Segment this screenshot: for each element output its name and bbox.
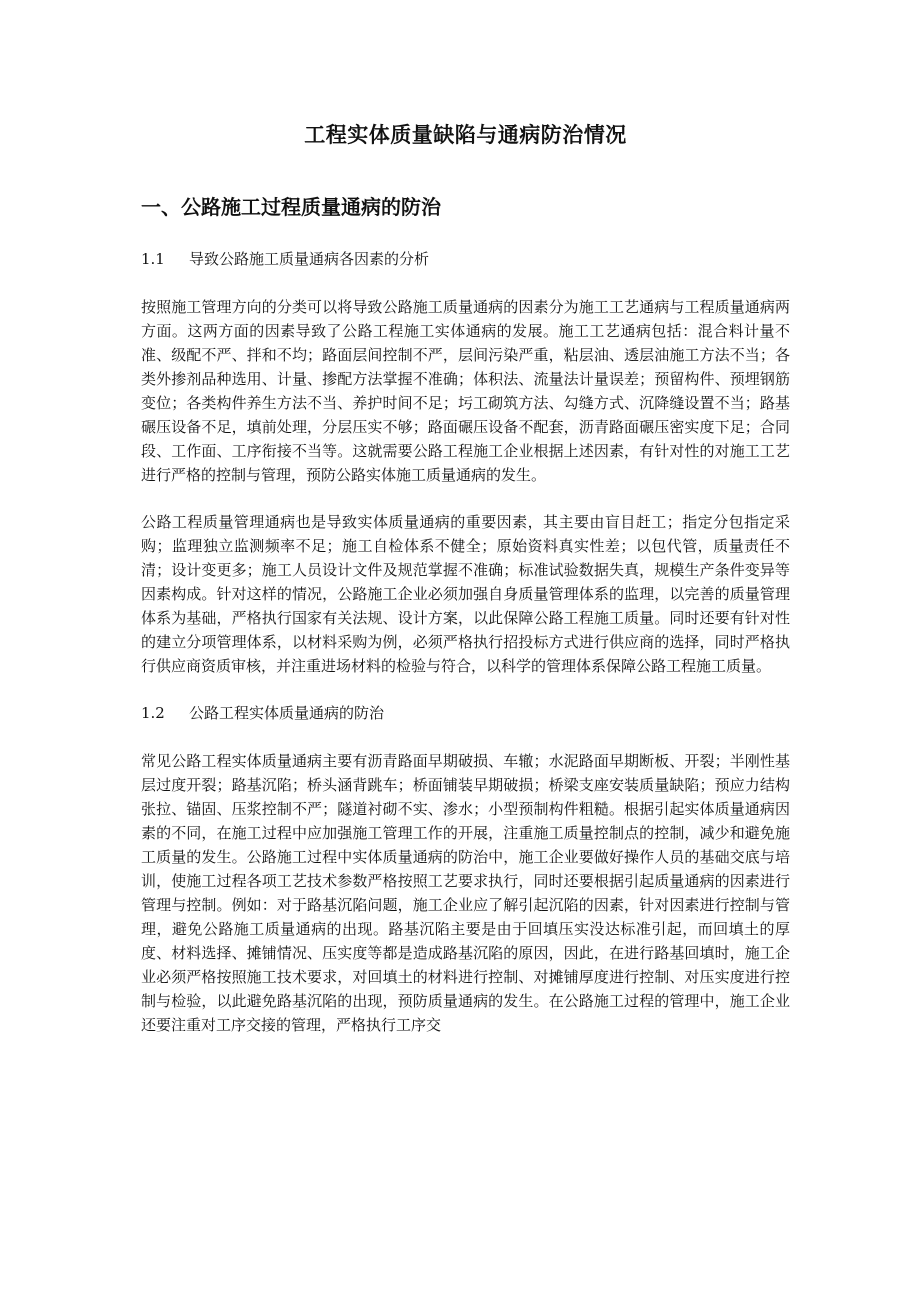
body-paragraph-3: 常见公路工程实体质量通病主要有沥青路面早期破损、车辙；水泥路面早期断板、开裂；半刚性基层过度开裂；路基沉陷；桥头涵背跳车；桥面铺装早期破损；桥梁支座安装质量缺陷；预应力结构张拉、锚固、压浆控制不严；隧道衬砌不实、渗水；小型预制构件粗糙。根据引起实体质量通病因素的不同，在施工过程中应加强施工管理工作的开展，注重施工质量控制点的控制，减少和避免施工质量的发生。公路施工过程中实体质量通病的防治中，施工企业要做好操作人员的基础交底与培训，使施工过程各项工艺技术参数严格按照工艺要求执行，同时还要根据引起质量通病的因素进行管理与控制。例如：对于路基沉陷问题，施工企业应了解引起沉陷的因素，针对因素进行控制与管理，避免公路施工质量通病的出现。路基沉陷主要是由于回填压实没达标准引起，而回填土的厚度、材料选择、摊铺情况、压实度等都是造成路基沉陷的原因，因此，在进行路基回填时，施工企业必须严格按照施工技术要求，对回填土的材料进行控制、对摊铺厚度进行控制、对压实度进行控制与检验，以此避免路基沉陷的出现，预防质量通病的发生。在公路施工过程的管理中，施工企业还要注重对工序交接的管理，严格执行工序交 — [141, 752, 790, 1034]
subsection-heading-1 — [141, 247, 790, 271]
body-paragraph-1: 按照施工管理方向的分类可以将导致公路施工质量通病的因素分为施工工艺通病与工程质量通病两方面。这两方面的因素导致了公路工程施工实体通病的发展。施工工艺通病包括：混合料计量不准、级配不严、拌和不均；路面层间控制不严，层间污染严重，粘层油、透层油施工方法不当；各类外掺剂品种选用、计量、掺配方法掌握不准确；体积法、流量法计量误差；预留构件、预埋钢筋变位；各类构件养生方法不当、养护时间不足；圬工砌筑方法、勾缝方式、沉降缝设置不当；路基碾压设备不足，填前处理，分层压实不够；路面碾压设备不配套，沥青路面碾压密实度下足；合同段、工作面、工序衔接不当等。这就需要公路工程施工企业根据上述因素，有针对性的对施工工艺进行严格的控制与管理，预防公路实体施工质量通病的发生。 — [141, 298, 790, 484]
subsection-number: 1.1 — [141, 250, 165, 268]
section-heading: 一、公路施工过程质量通病的防治 — [141, 195, 441, 219]
body-paragraph-2: 公路工程质量管理通病也是导致实体质量通病的重要因素，其主要由盲目赶工；指定分包指定采购；监理独立监测频率不足；施工自检体系不健全；原始资料真实性差；以包代管，质量责任不清；设计变更多；施工人员设计文件及规范掌握不准确；标准试验数据失真，规模生产条件变异等因素构成。针对这样的情况，公路施工企业必须加强自身质量管理体系的监理，以完善的质量管理体系为基础，严格执行国家有关法规、设计方案，以此保障公路工程施工质量。同时还要有针对性的建立分项管理体系，以材料采购为例，必须严格执行招投标方式进行供应商的选择，同时严格执行供应商资质审核，并注重进场材料的检验与符合，以科学的管理体系保障公路工程施工质量。 — [141, 513, 790, 675]
subsection-title: 公路工程实体质量通病的防治 — [189, 704, 385, 722]
subsection-number: 1.2 — [141, 704, 165, 722]
subsection-heading-2 — [141, 701, 790, 725]
subsection-title: 导致公路施工质量通病各因素的分析 — [189, 250, 430, 268]
document-title: 工程实体质量缺陷与通病防治情况 — [304, 123, 627, 147]
